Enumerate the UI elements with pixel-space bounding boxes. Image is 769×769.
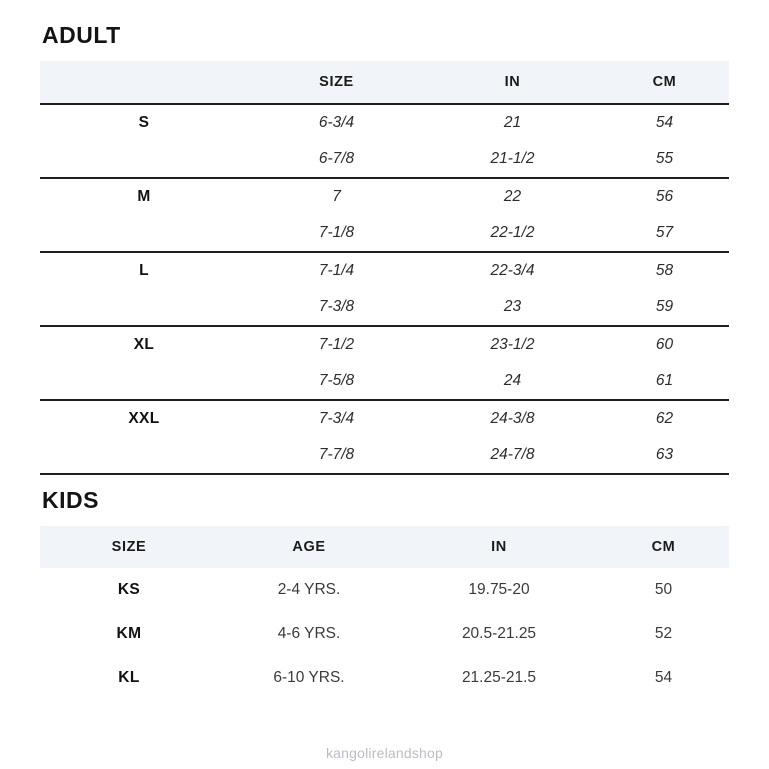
kids-size-label: KM bbox=[116, 625, 142, 642]
kids-table-head bbox=[40, 526, 729, 568]
kids-age-value: 4-6 YRS. bbox=[277, 625, 341, 642]
adult-inches-value: 21-1/2 bbox=[490, 150, 535, 167]
kids-header-in: IN bbox=[400, 526, 598, 568]
adult-cm-value: 61 bbox=[655, 372, 674, 389]
adult-inches-value: 24-3/8 bbox=[425, 400, 600, 437]
kids-header-row bbox=[40, 526, 729, 568]
table-row bbox=[40, 252, 729, 289]
table-row bbox=[40, 141, 729, 178]
adult-header-row bbox=[40, 61, 729, 104]
kids-header-age: AGE bbox=[218, 526, 400, 568]
adult-size-label: L bbox=[40, 252, 248, 289]
adult-size-label: M bbox=[40, 178, 248, 215]
kids-cm-value: 54 bbox=[654, 669, 673, 686]
adult-hat-size-value: 7-7/8 bbox=[248, 437, 425, 474]
kids-inches-value: 21.25-21.5 bbox=[461, 669, 537, 686]
adult-cm-value: 60 bbox=[600, 326, 729, 363]
adult-inches-value: 22-1/2 bbox=[490, 224, 535, 241]
kids-cm-value: 52 bbox=[654, 625, 673, 642]
kids-inches-value: 19.75-20 bbox=[468, 581, 530, 598]
table-row bbox=[40, 400, 729, 437]
table-row bbox=[40, 656, 729, 700]
adult-size-label: XXL bbox=[40, 400, 248, 437]
adult-header-blank bbox=[40, 61, 248, 104]
kids-age-value: 2-4 YRS. bbox=[277, 581, 341, 598]
adult-size-label bbox=[40, 437, 248, 474]
adult-cm-value: 54 bbox=[600, 104, 729, 141]
adult-inches-value: 23 bbox=[503, 298, 522, 315]
adult-size-label: S bbox=[40, 104, 248, 141]
adult-cm-value: 55 bbox=[655, 150, 674, 167]
adult-hat-size-value: 7-3/8 bbox=[318, 298, 355, 315]
adult-size-label bbox=[40, 215, 248, 252]
table-row bbox=[40, 289, 729, 326]
adult-cm-value: 59 bbox=[655, 298, 674, 315]
adult-size-label bbox=[40, 141, 248, 178]
adult-hat-size-value: 6-7/8 bbox=[318, 150, 355, 167]
adult-size-label: XL bbox=[40, 326, 248, 363]
kids-table-body bbox=[40, 568, 729, 700]
adult-hat-size-value: 7-1/8 bbox=[318, 224, 355, 241]
adult-header-size: SIZE bbox=[248, 61, 425, 104]
adult-cm-value: 63 bbox=[600, 437, 729, 474]
adult-inches-value: 23-1/2 bbox=[425, 326, 600, 363]
kids-size-label: KL bbox=[118, 669, 140, 686]
table-row bbox=[40, 178, 729, 215]
kids-header-cm: CM bbox=[598, 526, 729, 568]
kids-cm-value: 50 bbox=[654, 581, 673, 598]
adult-cm-value: 62 bbox=[600, 400, 729, 437]
adult-cm-value: 56 bbox=[600, 178, 729, 215]
adult-cm-value: 57 bbox=[655, 224, 674, 241]
kids-section-title: KIDS bbox=[42, 487, 99, 513]
adult-size-label bbox=[40, 289, 248, 326]
adult-inches-value: 24 bbox=[503, 372, 522, 389]
adult-header-in: IN bbox=[425, 61, 600, 104]
kids-size-table bbox=[40, 526, 729, 700]
table-row bbox=[40, 568, 729, 612]
adult-inches-value: 22 bbox=[425, 178, 600, 215]
kids-size-label: KS bbox=[117, 581, 141, 598]
adult-hat-size-value: 7-1/4 bbox=[248, 252, 425, 289]
adult-hat-size-value: 7-5/8 bbox=[318, 372, 355, 389]
adult-inches-value: 24-7/8 bbox=[425, 437, 600, 474]
adult-inches-value: 21 bbox=[425, 104, 600, 141]
table-row bbox=[40, 326, 729, 363]
adult-cm-value: 58 bbox=[600, 252, 729, 289]
adult-size-table bbox=[40, 61, 729, 475]
adult-hat-size-value: 7-1/2 bbox=[248, 326, 425, 363]
kids-header-size: SIZE bbox=[40, 526, 218, 568]
adult-hat-size-value: 6-3/4 bbox=[248, 104, 425, 141]
table-row bbox=[40, 437, 729, 474]
adult-size-label bbox=[40, 363, 248, 400]
adult-table-body bbox=[40, 104, 729, 474]
adult-hat-size-value: 7-3/4 bbox=[248, 400, 425, 437]
adult-header-cm: CM bbox=[600, 61, 729, 104]
watermark: kangolirelandshop bbox=[325, 745, 444, 761]
adult-inches-value: 22-3/4 bbox=[425, 252, 600, 289]
adult-table-head bbox=[40, 61, 729, 104]
table-row bbox=[40, 612, 729, 656]
adult-section-title: ADULT bbox=[42, 22, 121, 48]
table-row bbox=[40, 363, 729, 400]
table-row bbox=[40, 104, 729, 141]
adult-hat-size-value: 7 bbox=[248, 178, 425, 215]
table-row bbox=[40, 215, 729, 252]
kids-inches-value: 20.5-21.25 bbox=[461, 625, 537, 642]
kids-age-value: 6-10 YRS. bbox=[273, 669, 345, 686]
